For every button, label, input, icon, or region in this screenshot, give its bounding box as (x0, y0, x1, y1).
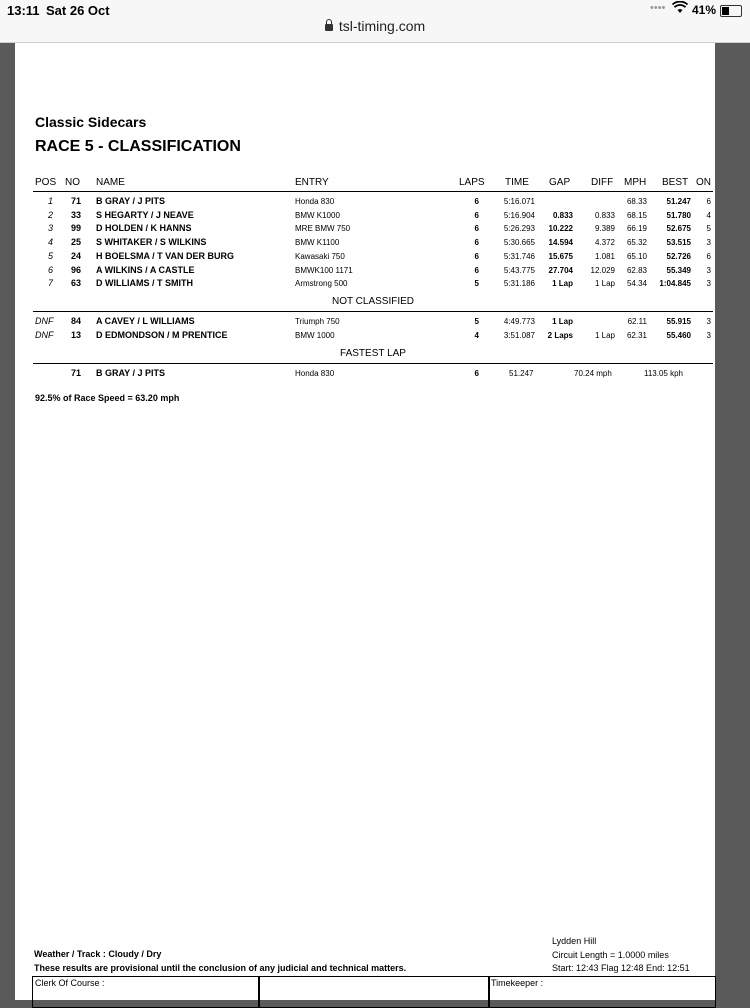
cell-on: 6 (706, 197, 711, 206)
cell-pos: 6 (47, 264, 53, 275)
cell-on: 6 (706, 251, 711, 261)
cell-entry: Armstrong 500 (295, 279, 348, 289)
cell-mph: 65.32 (626, 238, 647, 248)
cell-no: 99 (70, 223, 81, 234)
cell-no: 33 (70, 209, 81, 220)
cell-time: 4:49.773 (503, 317, 535, 326)
cell-entry: BMW 1000 (295, 330, 335, 340)
race-speed-note: 92.5% of Race Speed = 63.20 mph (35, 393, 180, 403)
race-times: Start: 12:43 Flag 12:48 End: 12:51 (552, 963, 690, 973)
cell-diff: 1 Lap (594, 279, 615, 289)
cell-name: A WILKINS / A CASTLE (96, 264, 195, 275)
cell-pos: 7 (47, 278, 53, 289)
fastest-lap-rule (33, 363, 713, 364)
cell-laps: 5 (474, 279, 479, 289)
cell-pos: 4 (47, 237, 53, 248)
fastest-lap-label: FASTEST LAP (340, 348, 406, 359)
cell-best: 51.247 (666, 197, 691, 206)
cell-name: B GRAY / J PITS (96, 196, 166, 206)
cell-pos: DNF (35, 329, 54, 340)
cell-time: 5:26.293 (503, 224, 535, 234)
col-header-entry: ENTRY (295, 177, 329, 188)
cell-mph: 54.34 (626, 279, 647, 289)
circuit-name: Lydden Hill (552, 936, 597, 946)
cell-on: 3 (706, 265, 711, 275)
cell-time: 5:31.186 (503, 279, 535, 289)
header-rule (33, 191, 713, 192)
timekeeper-box (488, 976, 716, 1008)
results-document (15, 43, 715, 1000)
cell-no: 84 (70, 316, 81, 326)
cell-time: 5:16.071 (503, 197, 535, 206)
cell-name: D EDMONDSON / M PRENTICE (96, 329, 228, 340)
cell-diff: 1.081 (594, 251, 615, 261)
weather-track: Weather / Track : Cloudy / Dry (34, 949, 162, 959)
cell-gap: 2 Laps (547, 330, 573, 340)
cell-name: H BOELSMA / T VAN DER BURG (96, 250, 235, 261)
cell-gap: 27.704 (548, 265, 573, 275)
clock: 13:11 (7, 3, 40, 18)
cell-time: 5:16.904 (503, 210, 535, 220)
cell-laps: 6 (474, 251, 479, 261)
cell-laps: 5 (474, 317, 479, 326)
cell-best: 52.675 (666, 224, 691, 234)
col-header-gap: GAP (549, 177, 571, 188)
race-title: RACE 5 - CLASSIFICATION (35, 138, 241, 155)
signal-dots-icon: •••• (650, 2, 666, 14)
cell-on: 3 (706, 330, 711, 340)
cell-time: 3:51.087 (503, 330, 535, 340)
cell-no: 71 (70, 196, 81, 206)
cell-entry: Kawasaki 750 (295, 251, 345, 261)
col-header-pos: POS (35, 177, 57, 188)
signature-box-blank (258, 976, 490, 1008)
cell-laps: 6 (474, 224, 479, 234)
col-header-best: BEST (662, 177, 689, 188)
battery-icon (720, 5, 742, 17)
wifi-icon (672, 1, 688, 18)
cell-no: 63 (70, 278, 81, 289)
cell-pos: 2 (47, 209, 53, 220)
clerk-of-course-label: Clerk Of Course : (35, 978, 105, 988)
cell-best: 52.726 (666, 251, 691, 261)
cell-entry: MRE BMW 750 (295, 224, 351, 234)
cell-no: 24 (70, 250, 81, 261)
cell-name: D HOLDEN / K HANNS (96, 223, 192, 234)
cell-diff: 0.833 (594, 210, 615, 220)
cell-mph: 62.11 (627, 317, 647, 326)
cell-on: 3 (706, 238, 711, 248)
cell-laps: 4 (474, 330, 479, 340)
cell-diff: 9.389 (594, 224, 615, 234)
cell-mph: 68.15 (626, 210, 647, 220)
address-bar[interactable] (0, 18, 750, 34)
col-header-on: ON (696, 177, 711, 188)
cell-time: 5:30.665 (503, 238, 535, 248)
cell-gap: 1 Lap (552, 279, 573, 289)
cell-time: 5:31.746 (503, 251, 535, 261)
status-bar (0, 0, 750, 43)
cell-laps: 6 (474, 238, 479, 248)
cell-mph: 62.31 (626, 330, 647, 340)
cell-pos: 5 (47, 250, 53, 261)
cell-on: 3 (706, 279, 711, 289)
battery-percent: 41% (692, 3, 717, 17)
circuit-length: Circuit Length = 1.0000 miles (552, 950, 669, 960)
cell-best: 55.349 (666, 265, 691, 275)
cell-diff: 1 Lap (594, 330, 615, 340)
cell-laps: 6 (474, 197, 479, 206)
cell-gap: 10.222 (548, 224, 573, 234)
cell-on: 3 (706, 317, 711, 326)
cell-name: S WHITAKER / S WILKINS (96, 237, 207, 248)
event-title: Classic Sidecars (35, 114, 147, 130)
cell-mph: 66.19 (626, 224, 647, 234)
col-header-diff: DIFF (591, 177, 614, 188)
not-classified-rule (33, 311, 713, 312)
provisional-note: These results are provisional until the conclusion of any judicial and technical matters. (34, 963, 407, 973)
col-header-mph: MPH (624, 177, 647, 188)
cell-time: 5:43.775 (503, 265, 535, 275)
cell-mph: 62.83 (626, 265, 647, 275)
fastest-lap-no: 71 (70, 368, 81, 378)
fastest-lap-name: B GRAY / J PITS (96, 368, 166, 378)
url-text: tsl-timing.com (338, 18, 426, 34)
fastest-lap-kph: 113.05 kph (644, 369, 683, 378)
battery-level-fill (722, 7, 729, 15)
clerk-of-course-box (32, 976, 260, 1008)
cell-no: 25 (70, 237, 81, 248)
cell-mph: 65.10 (626, 251, 647, 261)
not-classified-label: NOT CLASSIFIED (331, 296, 415, 307)
cell-gap: 1 Lap (552, 317, 573, 326)
cell-entry: Honda 830 (295, 197, 335, 206)
cell-gap: 14.594 (548, 238, 573, 248)
cell-name: S HEGARTY / J NEAVE (96, 209, 194, 220)
cell-pos: 1 (47, 196, 53, 206)
fastest-lap-mph: 70.24 mph (574, 369, 612, 378)
cell-on: 5 (706, 224, 711, 234)
cell-best: 1:04.845 (659, 279, 691, 289)
cell-entry: BMWK100 1171 (295, 265, 353, 275)
cell-laps: 6 (474, 210, 479, 220)
fastest-lap-lap: 6 (474, 369, 479, 378)
cell-name: A CAVEY / L WILLIAMS (96, 316, 195, 326)
cell-diff: 4.372 (594, 238, 615, 248)
cell-name: D WILLIAMS / T SMITH (96, 278, 193, 289)
cell-best: 53.515 (666, 238, 691, 248)
timekeeper-label: Timekeeper : (491, 978, 544, 988)
cell-pos: 3 (47, 223, 53, 234)
cell-pos: DNF (35, 316, 54, 326)
cell-entry: Triumph 750 (295, 317, 340, 326)
cell-entry: BMW K1100 (295, 238, 340, 248)
cell-diff: 12.029 (590, 265, 615, 275)
cell-best: 51.780 (666, 210, 691, 220)
col-header-time: TIME (505, 177, 529, 188)
cell-mph: 68.33 (626, 197, 647, 206)
cell-no: 96 (70, 264, 81, 275)
fastest-lap-time: 51.247 (509, 369, 534, 378)
col-header-no: NO (65, 177, 80, 188)
cell-gap: 0.833 (552, 210, 573, 220)
cell-no: 13 (70, 329, 81, 340)
date: Sat 26 Oct (46, 3, 110, 18)
cell-best: 55.460 (666, 330, 691, 340)
cell-gap: 15.675 (548, 251, 573, 261)
cell-on: 4 (706, 210, 711, 220)
cell-best: 55.915 (666, 317, 691, 326)
cell-entry: BMW K1000 (295, 210, 340, 220)
col-header-laps: LAPS (459, 177, 485, 188)
fastest-lap-entry: Honda 830 (295, 369, 335, 378)
col-header-name: NAME (96, 177, 125, 188)
lock-icon (325, 24, 333, 31)
cell-laps: 6 (474, 265, 479, 275)
